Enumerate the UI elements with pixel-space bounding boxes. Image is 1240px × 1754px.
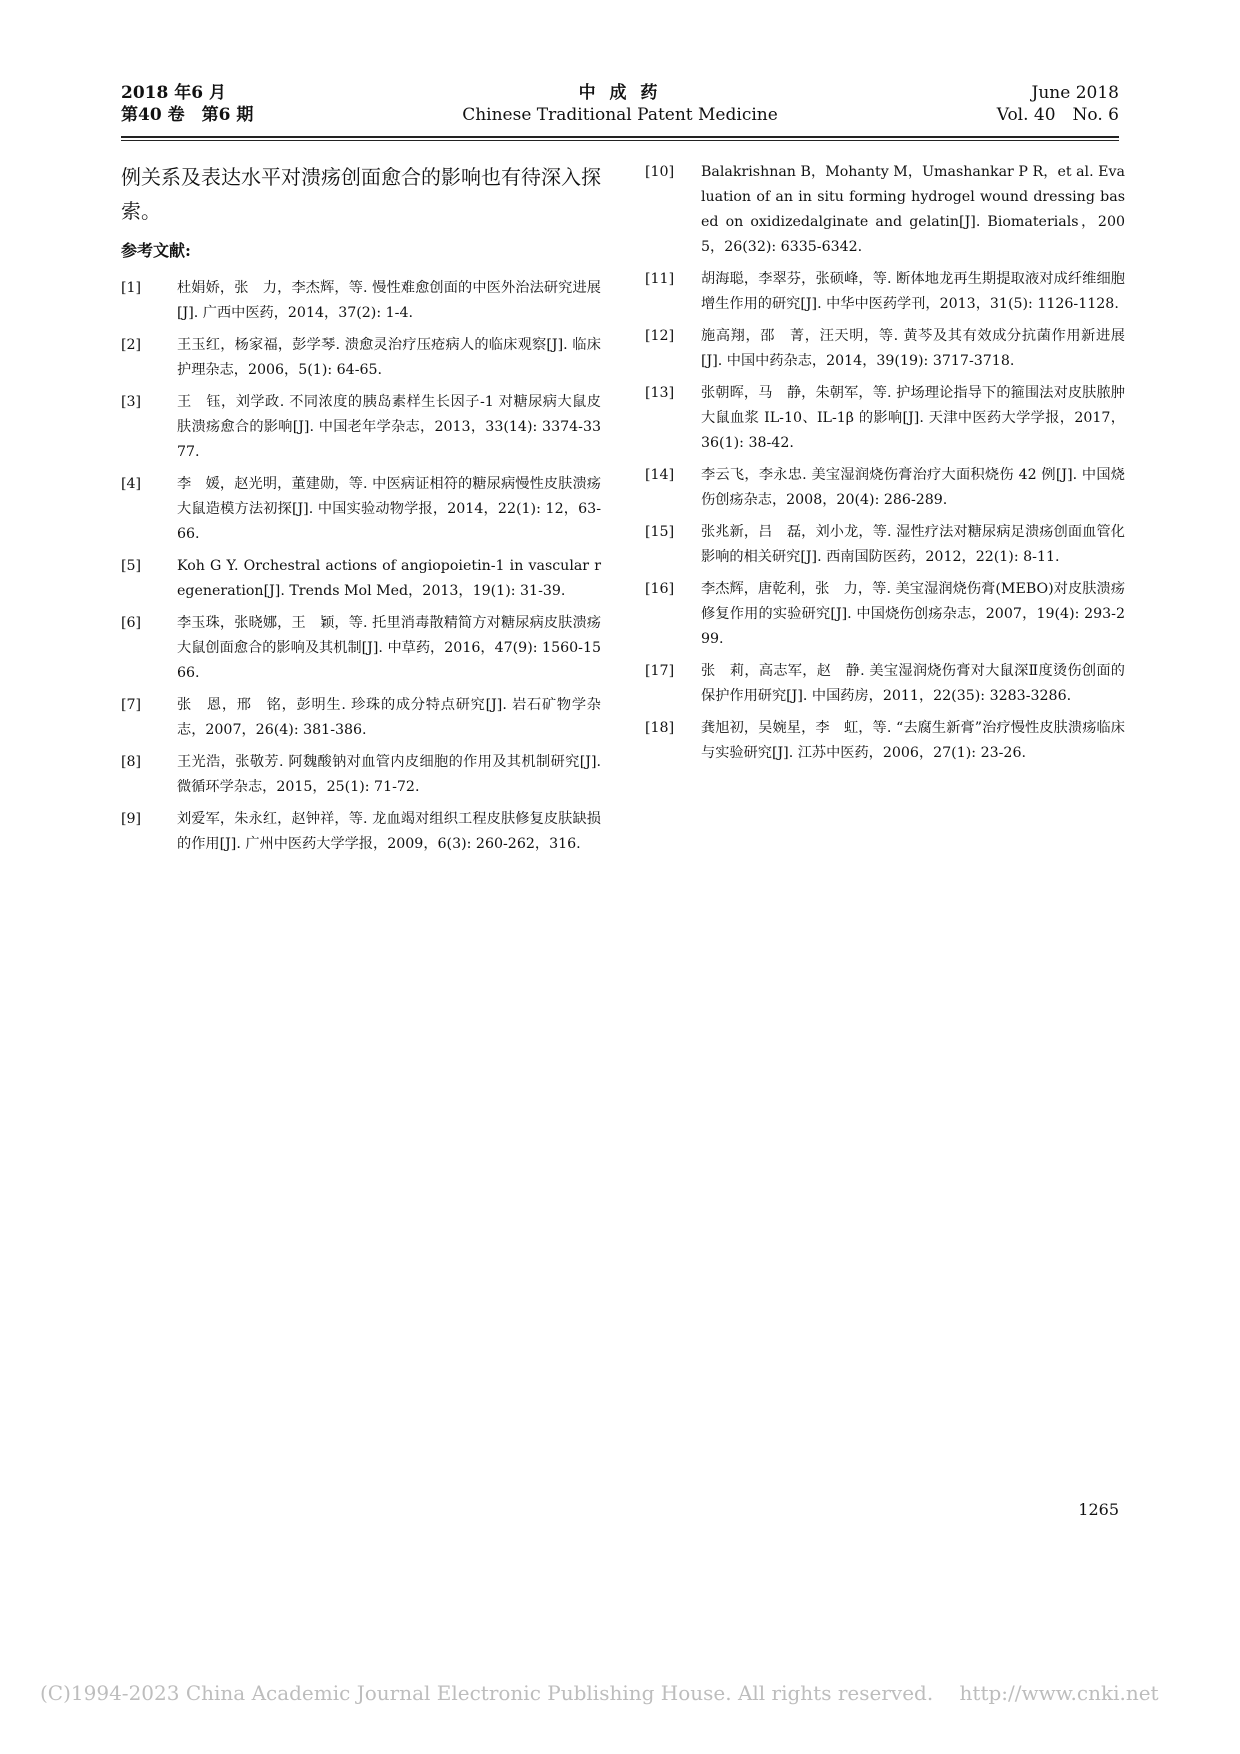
reference-number: [12] bbox=[645, 328, 675, 344]
reference-number: [16] bbox=[645, 581, 675, 597]
journal-title-cn: 中 成 药 bbox=[578, 83, 662, 103]
reference-item bbox=[121, 693, 601, 743]
header-date-en: June 2018 bbox=[1031, 83, 1119, 103]
right-column bbox=[645, 160, 1125, 773]
reference-text: 李玉珠，张晓娜，王 颖，等. 托里消毒散精简方对糖尿病皮肤溃疡大鼠创面愈合的影响及其机制[J]. 中草药，2016，47(9): 1560-1566. bbox=[177, 615, 601, 681]
reference-number: [14] bbox=[645, 467, 675, 483]
header-rule-thin bbox=[121, 140, 1119, 141]
reference-number: [18] bbox=[645, 720, 675, 736]
intro-text: 例关系及表达水平对溃疡创面愈合的影响也有待深入探索。 bbox=[121, 165, 601, 223]
reference-text: 王玉红，杨家福，彭学琴. 溃愈灵治疗压疮病人的临床观察[J]. 临床护理杂志，2006，5(1): 64-65. bbox=[177, 337, 601, 378]
reference-number: [6] bbox=[121, 615, 142, 631]
reference-text: 杜娟娇，张 力，李杰辉，等. 慢性难愈创面的中医外治法研究进展[J]. 广西中医药，2014，37(2): 1-4. bbox=[177, 280, 601, 321]
reference-text: 李杰辉，唐乾利，张 力，等. 美宝湿润烧伤膏(MEBO)对皮肤溃疡修复作用的实验研究[J]. 中国烧伤创疡杂志，2007，19(4): 293-299. bbox=[701, 581, 1125, 647]
reference-item bbox=[121, 472, 601, 547]
left-column bbox=[121, 160, 601, 864]
reference-text: 李 媛，赵光明，董建勋，等. 中医病证相符的糖尿病慢性皮肤溃疡大鼠造模方法初探[J]. 中国实验动物学报，2014，22(1): 12，63-66. bbox=[177, 476, 601, 542]
reference-number: [17] bbox=[645, 663, 675, 679]
reference-item bbox=[645, 324, 1125, 374]
reference-number: [13] bbox=[645, 385, 675, 401]
reference-item bbox=[645, 577, 1125, 652]
reference-item bbox=[645, 160, 1125, 260]
reference-item bbox=[121, 333, 601, 383]
header-date: 2018 年6 月 bbox=[121, 83, 226, 103]
journal-title-en: Chinese Traditional Patent Medicine bbox=[462, 105, 778, 125]
reference-item bbox=[645, 520, 1125, 570]
reference-item bbox=[121, 390, 601, 465]
reference-text: 张 莉，高志军，赵 静. 美宝湿润烧伤膏对大鼠深Ⅱ度烫伤创面的保护作用研究[J]. 中国药房，2011，22(35): 3283-3286. bbox=[701, 663, 1125, 704]
reference-text: 张兆新，吕 磊，刘小龙，等. 湿性疗法对糖尿病足溃疡创面血管化影响的相关研究[J]. 西南国防医药，2012，22(1): 8-11. bbox=[701, 524, 1125, 565]
reference-item bbox=[645, 716, 1125, 766]
reference-item bbox=[121, 611, 601, 686]
reference-text: 王光浩，张敬芳. 阿魏酸钠对血管内皮细胞的作用及其机制研究[J]. 微循环学杂志，2015，25(1): 71-72. bbox=[177, 754, 601, 795]
reference-text: Koh G Y. Orchestral actions of angiopoietin-1 in vascular regeneration[J]. Trends Mol Med，2013，19(1): 31-39. bbox=[177, 558, 601, 599]
references-heading: 参考文献: bbox=[121, 241, 191, 260]
reference-text: 龚旭初，吴婉星，李 虹，等. “去腐生新膏”治疗慢性皮肤溃疡临床与实验研究[J]. 江苏中医药，2006，27(1): 23-26. bbox=[701, 720, 1125, 761]
header-right bbox=[997, 82, 1119, 126]
reference-text: 王 钰，刘学政. 不同浓度的胰岛素样生长因子-1 对糖尿病大鼠皮肤溃疡愈合的影响[J]. 中国老年学杂志，2013，33(14): 3374-3377. bbox=[177, 394, 601, 460]
reference-text: Balakrishnan B，Mohanty M，Umashankar P R，et al. Evaluation of an in situ forming hydrogel wound dressing based on oxidizedalginate and gelatin[J]. Biomaterials，2005，26(32): 6335-6342. bbox=[701, 164, 1125, 255]
reference-number: [11] bbox=[645, 271, 675, 287]
reference-text: 李云飞，李永忠. 美宝湿润烧伤膏治疗大面积烧伤 42 例[J]. 中国烧伤创疡杂志，2008，20(4): 286-289. bbox=[701, 467, 1125, 508]
page-header bbox=[121, 82, 1119, 134]
reference-item bbox=[121, 276, 601, 326]
reference-number: [7] bbox=[121, 697, 142, 713]
reference-number: [9] bbox=[121, 811, 142, 827]
header-center bbox=[121, 82, 1119, 126]
reference-number: [5] bbox=[121, 558, 142, 574]
reference-list-left bbox=[121, 276, 601, 857]
reference-item bbox=[121, 750, 601, 800]
copyright-footer: (C)1994-2023 China Academic Journal Electronic Publishing House. All rights reserved. http://www.cnki.net bbox=[40, 1681, 1159, 1705]
page-number: 1265 bbox=[1078, 1500, 1119, 1519]
reference-item bbox=[645, 659, 1125, 709]
reference-text: 刘爱军，朱永红，赵钟祥，等. 龙血竭对组织工程皮肤修复皮肤缺损的作用[J]. 广州中医药大学学报，2009，6(3): 260-262，316. bbox=[177, 811, 601, 852]
reference-list-right bbox=[645, 160, 1125, 766]
reference-item bbox=[645, 381, 1125, 456]
reference-item bbox=[645, 463, 1125, 513]
reference-text: 张朝晖，马 静，朱朝军，等. 护场理论指导下的箍围法对皮肤脓肿大鼠血浆 IL-10、IL-1β 的影响[J]. 天津中医药大学学报，2017，36(1): 38-42. bbox=[701, 385, 1125, 451]
header-volume-issue: 第40 卷 第6 期 bbox=[121, 105, 254, 125]
reference-text: 胡海聪，李翠芬，张硕峰，等. 断体地龙再生期提取液对成纤维细胞增生作用的研究[J]. 中华中医药学刊，2013，31(5): 1126-1128. bbox=[701, 271, 1125, 312]
reference-number: [1] bbox=[121, 280, 142, 296]
reference-number: [8] bbox=[121, 754, 142, 770]
reference-item bbox=[645, 267, 1125, 317]
header-volume-en: Vol. 40 No. 6 bbox=[996, 105, 1119, 125]
reference-number: [3] bbox=[121, 394, 142, 410]
reference-text: 张 恩，邢 铭，彭明生. 珍珠的成分特点研究[J]. 岩石矿物学杂志，2007，26(4): 381-386. bbox=[177, 697, 601, 738]
reference-number: [2] bbox=[121, 337, 142, 353]
reference-number: [4] bbox=[121, 476, 142, 492]
reference-number: [10] bbox=[645, 164, 675, 180]
reference-number: [15] bbox=[645, 524, 675, 540]
reference-item bbox=[121, 807, 601, 857]
reference-item bbox=[121, 554, 601, 604]
header-rule bbox=[121, 136, 1119, 138]
reference-text: 施高翔，邵 菁，汪天明，等. 黄芩及其有效成分抗菌作用新进展[J]. 中国中药杂志，2014，39(19): 3717-3718. bbox=[701, 328, 1125, 369]
